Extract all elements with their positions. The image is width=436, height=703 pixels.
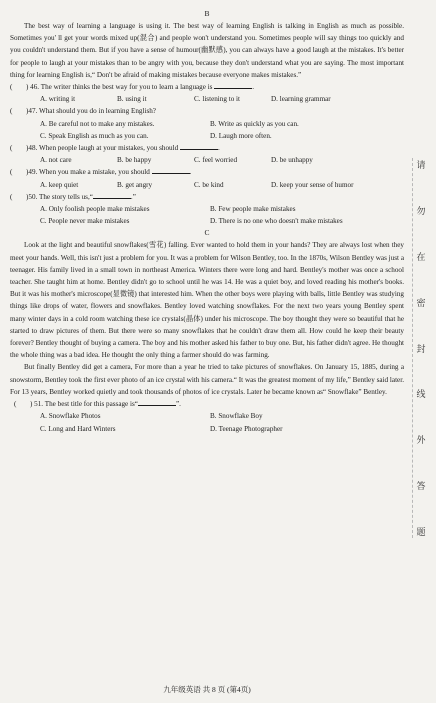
option-b: B. Few people make mistakes — [210, 205, 296, 214]
page-footer: 九年级英语 共 8 页 (第4页) — [163, 684, 251, 694]
side-char: 请 — [416, 161, 426, 171]
question-46 — [10, 81, 404, 93]
question-stem: )48. When people laugh at your mistakes, you should — [26, 144, 179, 153]
section-b-heading: B — [204, 9, 210, 18]
options-47-row2 — [10, 130, 404, 142]
answer-blank — [152, 166, 190, 174]
answer-paren[interactable]: ( — [10, 83, 13, 92]
questions-b — [10, 81, 404, 227]
answer-paren[interactable]: ( — [10, 144, 13, 153]
option-c: C. listening to it — [194, 95, 241, 104]
side-char: 答 — [416, 482, 426, 493]
question-49 — [10, 166, 404, 178]
answer-paren[interactable]: ( — [14, 400, 17, 409]
option-a: A. Only foolish people make mistakes — [40, 205, 150, 214]
question-48 — [10, 142, 404, 154]
question-tail: . — [217, 144, 220, 153]
passage-c-paragraph-1: Look at the light and beautiful snowflakes(雪花) falling. Ever wanted to hold them in your hands? They are always lost when they meet your hands. Well, this isn't just a problem for you. It was a problem for Wilson Bentley, too. In the 1870s, Wilson Bentley was just a teenager. His family lived in a small town in northeast America. Winters there were long and hard. Bentley's mother was once a school teacher. She taught him at home. Bentley didn't go to school until he was 14. He was a quiet boy, and loved reading his mother's books. But it was his mother's microscope(显微镜) that interested him. When the other boys were playing with balls, little Bentley was studying things like drops of water, flowers and snowflakes. Bentley loved watching snowflakes. For the next two years young Bentley spent many winter days in a cold room watching these ice crystals(晶体) under his microscope. The boy thought they were so beautiful that he started to draw pictures of them. But there were so many snowflakes that he couldn't draw them all. How could he keep their beauty forever? Bentley thought of buying a camera. The boy and his mother asked his father to buy one. But, his father didn't agree. He thought the whole thing was a bad idea. He thought the only thing a farmer should do was farming. — [10, 241, 404, 360]
side-char: 密 — [416, 298, 426, 309]
question-51 — [10, 398, 404, 410]
question-stem: )50. The story tells us,“ — [26, 192, 93, 201]
question-stem: ) 51. The best title for this passage is“ — [30, 400, 138, 409]
option-a: A. Snowflake Photos — [40, 412, 101, 421]
answer-blank — [214, 81, 252, 89]
option-c: C. People never make mistakes — [40, 217, 130, 226]
options-50-row1 — [10, 203, 404, 215]
option-a: A. writing it — [40, 95, 76, 104]
section-c-heading: C — [204, 228, 210, 238]
side-char: 外 — [416, 436, 426, 447]
side-char: 勿 — [416, 206, 426, 217]
option-b: B. be happy — [117, 156, 152, 165]
option-d: D. keep your sense of humor — [271, 180, 354, 189]
question-tail: ”. — [175, 400, 181, 409]
side-char: 题 — [416, 528, 426, 538]
option-b: B. Snowflake Boy — [210, 412, 263, 421]
answer-blank — [138, 398, 176, 406]
options-51-row1 — [10, 410, 404, 422]
options-50-row2 — [10, 215, 404, 227]
option-b: B. Write as quickly as you can. — [210, 119, 299, 128]
question-stem: )47. What should you do in learning English? — [26, 107, 156, 116]
question-47 — [10, 105, 404, 117]
answer-blank — [180, 142, 218, 150]
answer-blank — [93, 191, 131, 199]
option-b: B. get angry — [117, 180, 153, 189]
passage-b: The best way of learning a language is using it. The best way of learning English is talking in English as much as possible. Sometimes you' ll get your words mixed up(混合) and people won't understand you. Sometimes people will say things too quickly and you couldn't understand them. But if you have a sense of humour(幽默感), you can always have a good laugh at the mistakes. It's better for people to laugh at your mistakes than to be angry with you, because they don't understand what you are saying. The most important thing for learning English is,“ Don't be afraid of making mistakes because everyone makes mistakes.” — [10, 22, 404, 79]
answer-paren[interactable]: ( — [10, 168, 13, 177]
answer-paren[interactable]: ( — [10, 107, 13, 116]
side-char: 在 — [416, 252, 426, 263]
option-b: B. using it — [117, 95, 147, 104]
options-51-row2 — [10, 423, 404, 435]
option-d: D. There is no one who doesn't make mistakes — [210, 217, 343, 226]
seal-line-notice — [412, 158, 429, 538]
option-d: D. Teenage Photographer — [210, 424, 283, 433]
question-tail: . — [189, 168, 192, 177]
option-c: C. be kind — [194, 180, 224, 189]
question-tail: .” — [130, 192, 136, 201]
option-a: A. not care — [40, 156, 72, 165]
question-tail: . — [252, 83, 255, 92]
question-50 — [10, 191, 404, 203]
option-a: A. keep quiet — [40, 180, 79, 189]
option-d: D. learning grammar — [271, 95, 331, 104]
option-d: D. Laugh more often. — [210, 131, 272, 140]
option-c: C. Speak English as much as you can. — [40, 131, 149, 140]
options-46 — [10, 93, 404, 105]
passage-c-paragraph-2: But finally Bentley did get a camera, For more than a year he tried to take pictures of snowflakes. On January 15, 1885, during a snowstorm, Bentley took the first ever photo of an ice crystal with his camera.“ It was the greatest moment of my life,” Bentley said later. For 13 years, Bentley worked quietly and took thousands of photos of ice crystals. Later he became known as“ Snowflake” Bentley. — [10, 363, 404, 396]
answer-paren[interactable]: ( — [10, 192, 13, 201]
options-49 — [10, 179, 404, 191]
question-stem: )49. When you make a mistake, you should — [26, 168, 150, 177]
side-char: 线 — [416, 390, 426, 401]
option-a: A. Be careful not to make any mistakes. — [40, 119, 155, 128]
option-c: C. Long and Hard Winters — [40, 424, 116, 433]
exam-page — [10, 8, 404, 698]
side-char: 封 — [416, 344, 426, 355]
options-48 — [10, 154, 404, 166]
option-d: D. be unhappy — [271, 156, 313, 165]
questions-c — [10, 398, 404, 435]
question-stem: ) 46. The writer thinks the best way for you to learn a language is — [26, 83, 213, 92]
options-47-row1 — [10, 118, 404, 130]
option-c: C. feel worried — [194, 156, 238, 165]
